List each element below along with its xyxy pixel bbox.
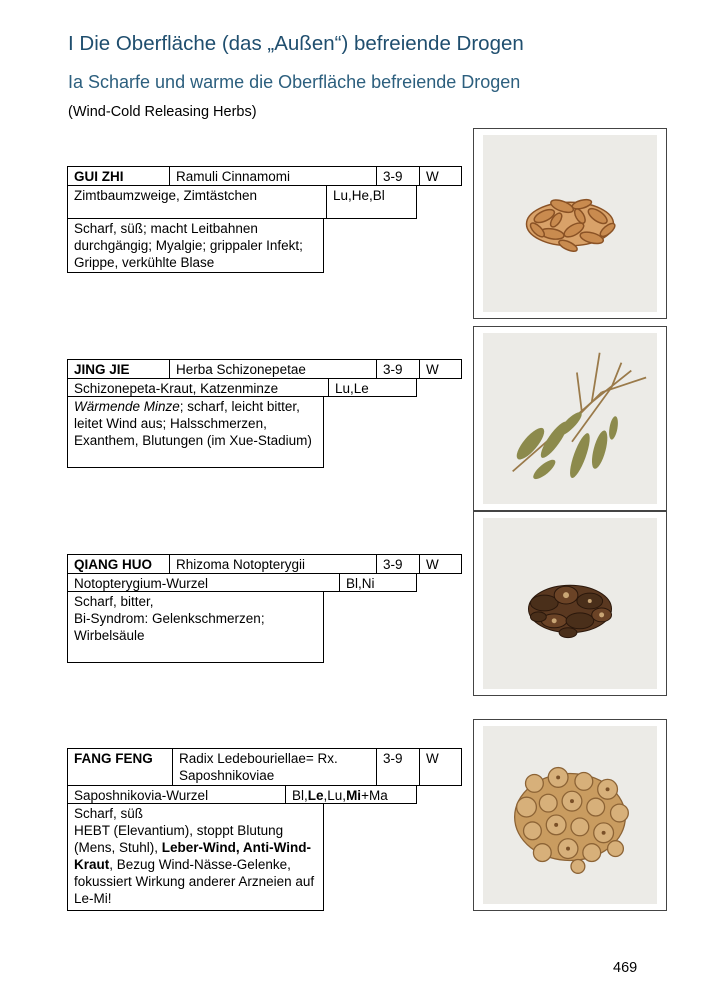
herb-photo-frame — [473, 719, 667, 911]
channel-text: +Ma — [361, 788, 388, 803]
herb-photo-frame — [473, 511, 667, 696]
channel-text: Bl, — [292, 788, 308, 803]
herb-description-italic: Wärmende Minze — [74, 399, 180, 414]
herb-temperature: W — [419, 359, 462, 379]
herb-german-name: Saposhnikovia-Wurzel — [67, 785, 286, 804]
herb-latin-name: Rhizoma Notopterygii — [169, 554, 377, 574]
herb-pinyin-name: GUI ZHI — [67, 166, 170, 186]
herb-latin-name: Ramuli Cinnamomi — [169, 166, 377, 186]
section-english-subtitle: (Wind-Cold Releasing Herbs) — [68, 104, 257, 120]
herb-description-line: Bi-Syndrom: Gelenkschmerzen; Wirbelsäule — [74, 611, 265, 643]
herb-description-text: ; scharf, leicht bitter, leitet Wind aus; Halsschmerzen, Exanthem, Blutungen (im Xue-Stadium) — [74, 399, 312, 448]
herb-dosage: 3-9 — [376, 166, 420, 186]
herb-photo-frame — [473, 326, 667, 511]
herb-channels: Lu,Le — [328, 378, 417, 397]
herb-german-name: Zimtbaumzweige, Zimtästchen — [67, 185, 327, 219]
herb-temperature: W — [419, 554, 462, 574]
herb-temperature: W — [419, 748, 462, 786]
herb-latin-name: Herba Schizonepetae — [169, 359, 377, 379]
herb-description-text: HEBT (Elevantium), stoppt Blutung (Mens, Stuhl), — [74, 823, 284, 855]
herb-german-name: Schizonepeta-Kraut, Katzenminze — [67, 378, 329, 397]
herb-description — [67, 803, 324, 911]
herb-pinyin-name: JING JIE — [67, 359, 170, 379]
herb-description: Scharf, süß; macht Leitbahnen durchgängig; Myalgie; grippaler Infekt; Grippe, verkühlte Blase — [67, 218, 324, 273]
cinnamon-twig-slices-photo — [483, 135, 657, 312]
saposhnikovia-root-slices-photo — [483, 726, 657, 904]
herb-channels — [285, 785, 417, 804]
herb-temperature: W — [419, 166, 462, 186]
notopterygium-rhizome-photo — [483, 518, 657, 689]
herb-photo-frame — [473, 128, 667, 319]
herb-description-line: Scharf, süß — [74, 806, 144, 821]
channel-text: ,Lu, — [323, 788, 347, 803]
herb-channels: Bl,Ni — [339, 573, 417, 592]
herb-dosage: 3-9 — [376, 359, 420, 379]
herb-pinyin-name: QIANG HUO — [67, 554, 170, 574]
herb-latin-name: Radix Ledebouriellae= Rx. Saposhnikoviae — [172, 748, 377, 786]
herb-dosage: 3-9 — [376, 554, 420, 574]
chapter-heading: I Die Oberfläche (das „Außen“) befreiende Drogen — [68, 32, 524, 55]
channel-bold: Le — [307, 788, 324, 803]
schizonepeta-herb-photo — [483, 333, 657, 504]
herb-dosage: 3-9 — [376, 748, 420, 786]
section-heading: Ia Scharfe und warme die Oberfläche befreiende Drogen — [68, 72, 521, 92]
herb-description — [67, 396, 324, 468]
channel-bold: Mi — [346, 788, 362, 803]
herb-description — [67, 591, 324, 663]
herb-channels: Lu,He,Bl — [326, 185, 417, 219]
herb-description-text: , Bezug Wind-Nässe-Gelenke, fokussiert Wirkung anderer Arzneien auf Le-Mi! — [74, 857, 315, 906]
herb-description-line: Scharf, bitter, — [74, 594, 154, 609]
herb-german-name: Notopterygium-Wurzel — [67, 573, 340, 592]
page-number: 469 — [613, 960, 638, 976]
herb-description-paragraph — [74, 822, 317, 907]
herb-pinyin-name: FANG FENG — [67, 748, 173, 786]
herb-description-bold: Leber-Wind, Anti-Wind-Kraut — [74, 840, 312, 872]
